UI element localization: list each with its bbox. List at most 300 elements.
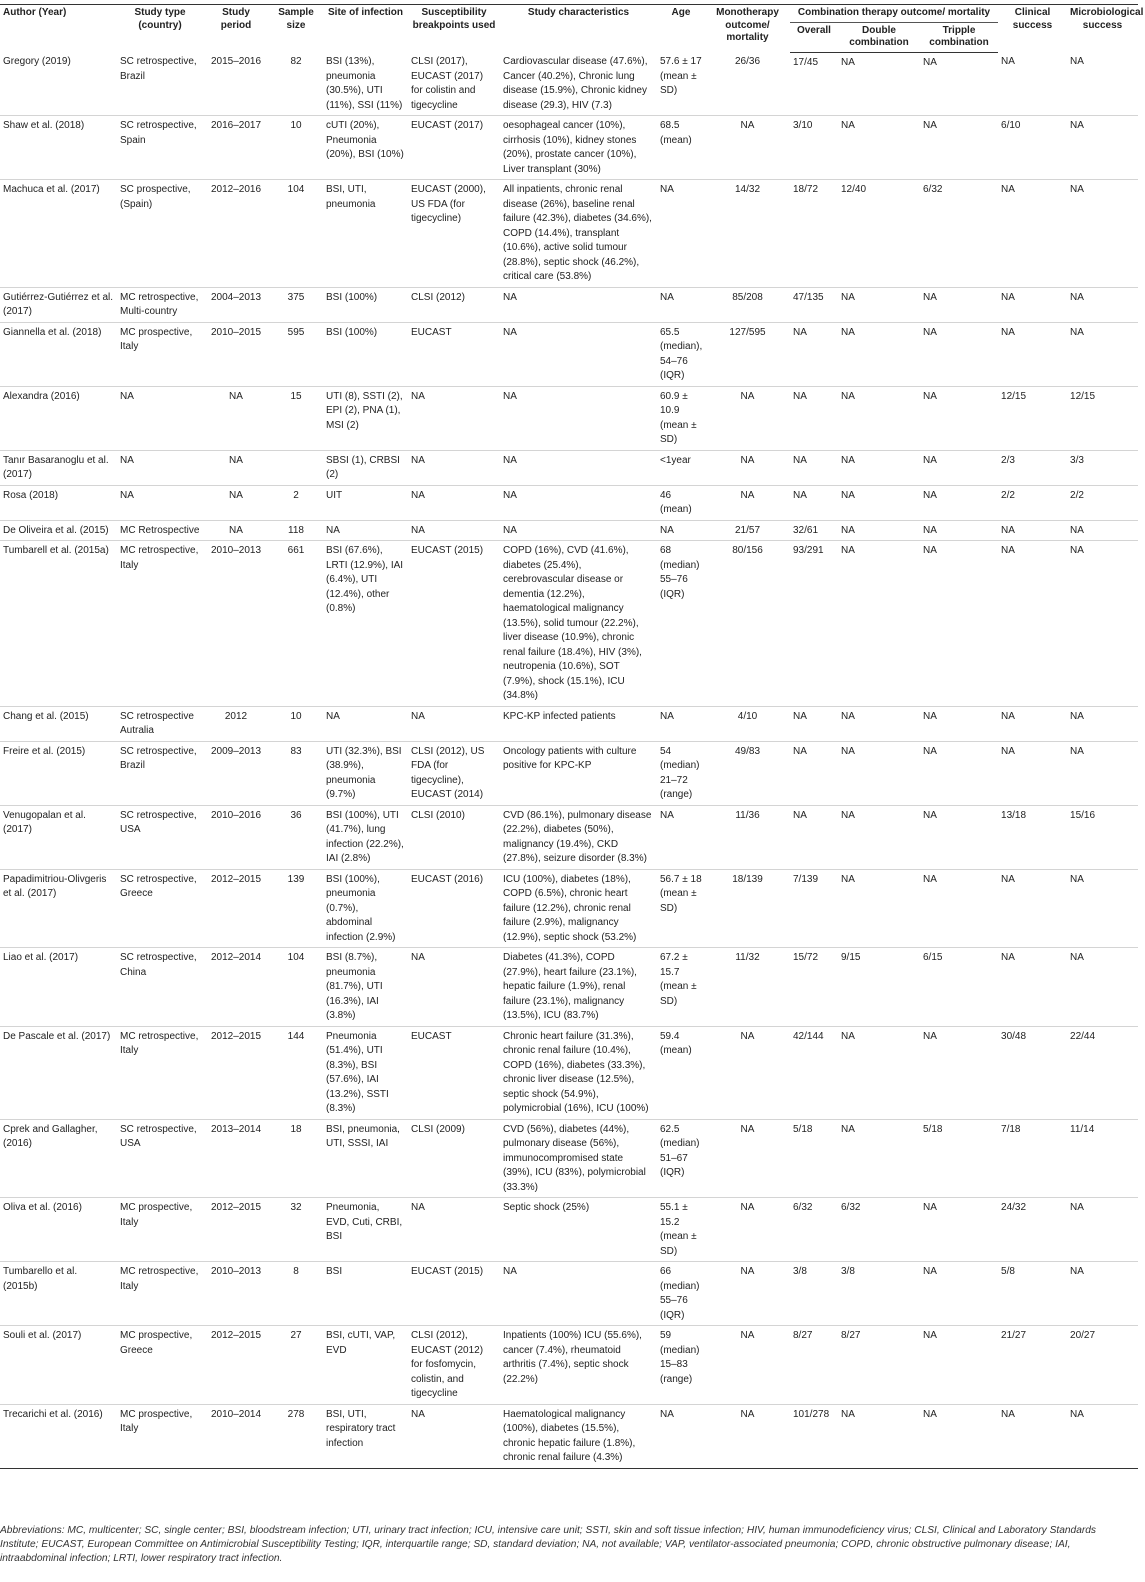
cell-age: <1year <box>657 450 705 485</box>
cell-breakpoints: EUCAST (2015) <box>408 1262 500 1326</box>
cell-triple: 5/18 <box>920 1119 998 1198</box>
cell-author: Giannella et al. (2018) <box>0 322 117 386</box>
cell-breakpoints: NA <box>408 948 500 1027</box>
cell-author: Shaw et al. (2018) <box>0 116 117 180</box>
cell-overall: 18/72 <box>790 180 838 288</box>
cell-study-period: 2012–2014 <box>203 948 269 1027</box>
cell-clinical: NA <box>998 52 1067 116</box>
cell-study-type: SC retrospective, USA <box>117 1119 203 1198</box>
col-author: Author (Year) <box>0 5 117 53</box>
cell-study-type: SC retrospective Autralia <box>117 706 203 741</box>
cell-study-period: 2012–2015 <box>203 1198 269 1262</box>
cell-author: Souli et al. (2017) <box>0 1326 117 1405</box>
cell-clinical: NA <box>998 322 1067 386</box>
cell-clinical: 5/8 <box>998 1262 1067 1326</box>
cell-double: NA <box>838 485 920 520</box>
cell-age: 60.9 ± 10.9 (mean ± SD) <box>657 386 705 450</box>
cell-breakpoints: CLSI (2017), EUCAST (2017) for colistin and tigecycline <box>408 52 500 116</box>
cell-site: BSI (100%), UTI (41.7%), lung infection (22.2%), IAI (2.8%) <box>323 805 408 869</box>
cell-study-period: 2010–2013 <box>203 1262 269 1326</box>
cell-author: Tanır Basaranoglu et al. (2017) <box>0 450 117 485</box>
cell-sample-size: 15 <box>269 386 323 450</box>
cell-breakpoints: EUCAST <box>408 322 500 386</box>
cell-age: 54 (median) 21–72 (range) <box>657 741 705 805</box>
cell-clinical: 2/3 <box>998 450 1067 485</box>
cell-site: BSI (100%) <box>323 287 408 322</box>
cell-sample-size: 36 <box>269 805 323 869</box>
cell-author: Tumbarell et al. (2015a) <box>0 541 117 707</box>
cell-monotherapy: NA <box>705 1026 790 1119</box>
table-row <box>0 450 1138 485</box>
table-row <box>0 741 1138 805</box>
cell-overall: NA <box>790 322 838 386</box>
cell-overall: 6/32 <box>790 1198 838 1262</box>
cell-study-type: MC Retrospective <box>117 520 203 541</box>
cell-study-type: SC retrospective, USA <box>117 805 203 869</box>
cell-clinical: NA <box>998 741 1067 805</box>
cell-micro: NA <box>1067 180 1138 288</box>
cell-overall: NA <box>790 386 838 450</box>
cell-characteristics: NA <box>500 1262 657 1326</box>
cell-sample-size: 82 <box>269 52 323 116</box>
cell-micro: NA <box>1067 1404 1138 1468</box>
table-row <box>0 869 1138 948</box>
col-site: Site of infection <box>323 5 408 53</box>
col-double: Double combination <box>838 22 920 52</box>
cell-triple: NA <box>920 1404 998 1468</box>
cell-study-type: MC retrospective, Italy <box>117 541 203 707</box>
table-row <box>0 322 1138 386</box>
cell-monotherapy: 11/36 <box>705 805 790 869</box>
cell-site: BSI, UTI, pneumonia <box>323 180 408 288</box>
cell-author: Freire et al. (2015) <box>0 741 117 805</box>
cell-age: 68 (median) 55–76 (IQR) <box>657 541 705 707</box>
cell-study-period: 2010–2013 <box>203 541 269 707</box>
table-row <box>0 805 1138 869</box>
cell-clinical: 7/18 <box>998 1119 1067 1198</box>
cell-study-period: NA <box>203 485 269 520</box>
cell-double: NA <box>838 541 920 707</box>
cell-site: BSI, cUTI, VAP, EVD <box>323 1326 408 1405</box>
cell-study-period: 2004–2013 <box>203 287 269 322</box>
cell-sample-size: 27 <box>269 1326 323 1405</box>
cell-triple: NA <box>920 485 998 520</box>
cell-sample-size: 8 <box>269 1262 323 1326</box>
cell-author: Cprek and Gallagher, (2016) <box>0 1119 117 1198</box>
cell-clinical: NA <box>998 948 1067 1027</box>
cell-clinical: NA <box>998 706 1067 741</box>
cell-micro: NA <box>1067 1262 1138 1326</box>
cell-study-period: 2010–2015 <box>203 322 269 386</box>
cell-monotherapy: 21/57 <box>705 520 790 541</box>
cell-breakpoints: EUCAST (2016) <box>408 869 500 948</box>
cell-breakpoints: EUCAST <box>408 1026 500 1119</box>
cell-micro: 11/14 <box>1067 1119 1138 1198</box>
cell-double: NA <box>838 1404 920 1468</box>
cell-age: 57.6 ± 17 (mean ± SD) <box>657 52 705 116</box>
cell-site: NA <box>323 706 408 741</box>
cell-double: NA <box>838 741 920 805</box>
cell-breakpoints: CLSI (2010) <box>408 805 500 869</box>
cell-triple: NA <box>920 706 998 741</box>
col-age: Age <box>657 5 705 53</box>
cell-age: NA <box>657 706 705 741</box>
cell-breakpoints: NA <box>408 520 500 541</box>
table-row <box>0 1198 1138 1262</box>
cell-clinical: NA <box>998 1404 1067 1468</box>
cell-clinical: NA <box>998 287 1067 322</box>
cell-characteristics: NA <box>500 322 657 386</box>
col-clinical: Clinical success <box>998 5 1067 53</box>
cell-monotherapy: NA <box>705 116 790 180</box>
cell-triple: NA <box>920 322 998 386</box>
abbreviations-footnote: Abbreviations: MC, multicenter; SC, single center; BSI, bloodstream infection; UTI, urinary tract infection; ICU, intensive care unit; SSTI, skin and soft tissue infection; HIV, human immunodeficiency virus; CLSI, Clinical and Laboratory Standards Institute; EUCAST, European Committee on Antimicrobial Susceptibility Testing; IQR, interquartile range; SD, standard deviation; NA, not available; VAP, ventilator-associated pneumonia; COPD, chronic obstructive pulmonary disease; IAI, intraabdominal infection; LRTI, lower respiratory tract infection. <box>0 1525 1097 1564</box>
cell-double: NA <box>838 1119 920 1198</box>
cell-monotherapy: NA <box>705 1119 790 1198</box>
cell-double: 3/8 <box>838 1262 920 1326</box>
col-study-type: Study type (country) <box>117 5 203 53</box>
cell-double: NA <box>838 869 920 948</box>
cell-triple: NA <box>920 1326 998 1405</box>
cell-clinical: 30/48 <box>998 1026 1067 1119</box>
cell-study-type: MC retrospective, Italy <box>117 1026 203 1119</box>
cell-study-type: MC prospective, Greece <box>117 1326 203 1405</box>
cell-monotherapy: NA <box>705 485 790 520</box>
cell-breakpoints: EUCAST (2000), US FDA (for tigecycline) <box>408 180 500 288</box>
cell-characteristics: NA <box>500 450 657 485</box>
cell-double: 8/27 <box>838 1326 920 1405</box>
cell-sample-size: 144 <box>269 1026 323 1119</box>
cell-sample-size: 661 <box>269 541 323 707</box>
table-row <box>0 520 1138 541</box>
cell-author: Rosa (2018) <box>0 485 117 520</box>
cell-clinical: NA <box>998 180 1067 288</box>
cell-sample-size: 278 <box>269 1404 323 1468</box>
cell-site: UTI (8), SSTI (2), EPI (2), PNA (1), MSI (2) <box>323 386 408 450</box>
cell-site: SBSI (1), CRBSI (2) <box>323 450 408 485</box>
cell-triple: NA <box>920 1198 998 1262</box>
table-row <box>0 706 1138 741</box>
cell-site: BSI (8.7%), pneumonia (81.7%), UTI (16.3%), IAI (3.8%) <box>323 948 408 1027</box>
cell-site: Pneumonia, EVD, Cuti, CRBI, BSI <box>323 1198 408 1262</box>
cell-study-type: MC retrospective, Multi-country <box>117 287 203 322</box>
cell-study-period: 2012–2016 <box>203 180 269 288</box>
cell-breakpoints: NA <box>408 706 500 741</box>
cell-characteristics: CVD (56%), diabetes (44%), pulmonary disease (56%), immunocompromised state (39%), ICU (83%), polymicrobial (33.3%) <box>500 1119 657 1198</box>
cell-double: NA <box>838 322 920 386</box>
cell-site: BSI (13%), pneumonia (30.5%), UTI (11%), SSI (11%) <box>323 52 408 116</box>
cell-characteristics: KPC-KP infected patients <box>500 706 657 741</box>
cell-characteristics: Inpatients (100%) ICU (55.6%), cancer (7.4%), rheumatoid arthritis (7.4%), septic shock (22.2%) <box>500 1326 657 1405</box>
cell-triple: NA <box>920 869 998 948</box>
cell-breakpoints: NA <box>408 1404 500 1468</box>
col-study-period: Study period <box>203 5 269 53</box>
cell-sample-size: 139 <box>269 869 323 948</box>
cell-double: NA <box>838 287 920 322</box>
cell-monotherapy: NA <box>705 1262 790 1326</box>
cell-monotherapy: NA <box>705 386 790 450</box>
cell-overall: 101/278 <box>790 1404 838 1468</box>
cell-sample-size: 104 <box>269 180 323 288</box>
cell-age: 56.7 ± 18 (mean ± SD) <box>657 869 705 948</box>
cell-triple: NA <box>920 1262 998 1326</box>
cell-breakpoints: NA <box>408 386 500 450</box>
table-row <box>0 1119 1138 1198</box>
cell-study-period: 2012 <box>203 706 269 741</box>
table-row <box>0 287 1138 322</box>
cell-age: 55.1 ± 15.2 (mean ± SD) <box>657 1198 705 1262</box>
cell-double: 6/32 <box>838 1198 920 1262</box>
cell-micro: NA <box>1067 52 1138 116</box>
table-row <box>0 386 1138 450</box>
cell-triple: NA <box>920 741 998 805</box>
cell-monotherapy: NA <box>705 1198 790 1262</box>
cell-author: Gregory (2019) <box>0 52 117 116</box>
cell-characteristics: oesophageal cancer (10%), cirrhosis (10%), kidney stones (20%), prostate cancer (10%), Liver transplant (30%) <box>500 116 657 180</box>
cell-author: Gutiérrez-Gutiérrez et al. (2017) <box>0 287 117 322</box>
table-row <box>0 180 1138 288</box>
cell-author: Trecarichi et al. (2016) <box>0 1404 117 1468</box>
cell-study-type: NA <box>117 450 203 485</box>
cell-breakpoints: NA <box>408 485 500 520</box>
cell-characteristics: Septic shock (25%) <box>500 1198 657 1262</box>
cell-site: Pneumonia (51.4%), UTI (8.3%), BSI (57.6%), IAI (13.2%), SSTI (8.3%) <box>323 1026 408 1119</box>
cell-sample-size: 595 <box>269 322 323 386</box>
cell-study-period: NA <box>203 520 269 541</box>
cell-age: 66 (median) 55–76 (IQR) <box>657 1262 705 1326</box>
cell-clinical: 24/32 <box>998 1198 1067 1262</box>
cell-age: 59.4 (mean) <box>657 1026 705 1119</box>
cell-clinical: NA <box>998 869 1067 948</box>
cell-double: NA <box>838 116 920 180</box>
cell-overall: 3/8 <box>790 1262 838 1326</box>
cell-study-period: 2009–2013 <box>203 741 269 805</box>
cell-monotherapy: 14/32 <box>705 180 790 288</box>
cell-study-type: SC retrospective, Greece <box>117 869 203 948</box>
cell-monotherapy: 4/10 <box>705 706 790 741</box>
table-row <box>0 1404 1138 1468</box>
cell-micro: 3/3 <box>1067 450 1138 485</box>
cell-clinical: NA <box>998 541 1067 707</box>
cell-study-period: NA <box>203 386 269 450</box>
cell-study-period: 2010–2016 <box>203 805 269 869</box>
cell-double: 9/15 <box>838 948 920 1027</box>
cell-overall: 93/291 <box>790 541 838 707</box>
cell-site: UIT <box>323 485 408 520</box>
cell-age: 67.2 ± 15.7 (mean ± SD) <box>657 948 705 1027</box>
cell-clinical: 12/15 <box>998 386 1067 450</box>
cell-double: NA <box>838 1026 920 1119</box>
cell-monotherapy: 26/36 <box>705 52 790 116</box>
cell-micro: NA <box>1067 1198 1138 1262</box>
cell-characteristics: Oncology patients with culture positive for KPC-KP <box>500 741 657 805</box>
cell-age: NA <box>657 287 705 322</box>
cell-clinical: 21/27 <box>998 1326 1067 1405</box>
cell-author: De Oliveira et al. (2015) <box>0 520 117 541</box>
cell-overall: 42/144 <box>790 1026 838 1119</box>
cell-overall: 5/18 <box>790 1119 838 1198</box>
cell-study-type: SC retrospective, Spain <box>117 116 203 180</box>
cell-sample-size: 10 <box>269 706 323 741</box>
cell-triple: NA <box>920 520 998 541</box>
cell-monotherapy: NA <box>705 1404 790 1468</box>
cell-author: Tumbarello et al. (2015b) <box>0 1262 117 1326</box>
cell-characteristics: Diabetes (41.3%), COPD (27.9%), heart failure (23.1%), hepatic failure (1.9%), renal failure (23.1%), malignancy (13.5%), ICU (83.7%) <box>500 948 657 1027</box>
cell-overall: NA <box>790 706 838 741</box>
cell-double: NA <box>838 386 920 450</box>
cell-clinical: 6/10 <box>998 116 1067 180</box>
cell-age: NA <box>657 520 705 541</box>
cell-author: Chang et al. (2015) <box>0 706 117 741</box>
cell-micro: NA <box>1067 706 1138 741</box>
cell-micro: 12/15 <box>1067 386 1138 450</box>
cell-triple: NA <box>920 805 998 869</box>
cell-overall: 47/135 <box>790 287 838 322</box>
cell-overall: 17/45 <box>790 52 838 116</box>
cell-breakpoints: CLSI (2012), US FDA (for tigecycline), EUCAST (2014) <box>408 741 500 805</box>
cell-micro: NA <box>1067 741 1138 805</box>
cell-monotherapy: 49/83 <box>705 741 790 805</box>
cell-study-type: NA <box>117 386 203 450</box>
cell-monotherapy: NA <box>705 450 790 485</box>
cell-study-type: MC retrospective, Italy <box>117 1262 203 1326</box>
cell-characteristics: ICU (100%), diabetes (18%), COPD (6.5%), chronic heart failure (12.2%), chronic renal failure (2.9%), malignancy (12.9%), septic shock (53.2%) <box>500 869 657 948</box>
cell-breakpoints: CLSI (2012) <box>408 287 500 322</box>
table-row <box>0 1262 1138 1326</box>
cell-sample-size: 375 <box>269 287 323 322</box>
cell-sample-size: 32 <box>269 1198 323 1262</box>
cell-age: NA <box>657 180 705 288</box>
cell-study-type: MC prospective, Italy <box>117 1404 203 1468</box>
cell-monotherapy: NA <box>705 1326 790 1405</box>
cell-double: NA <box>838 520 920 541</box>
col-breakpoints: Susceptibility breakpoints used <box>408 5 500 53</box>
cell-double: 12/40 <box>838 180 920 288</box>
cell-study-type: SC retrospective, Brazil <box>117 52 203 116</box>
cell-clinical: 2/2 <box>998 485 1067 520</box>
cell-age: 65.5 (median), 54–76 (IQR) <box>657 322 705 386</box>
table-row <box>0 116 1138 180</box>
cell-study-period: 2012–2015 <box>203 869 269 948</box>
cell-author: De Pascale et al. (2017) <box>0 1026 117 1119</box>
cell-double: NA <box>838 805 920 869</box>
cell-monotherapy: 127/595 <box>705 322 790 386</box>
cell-age: NA <box>657 1404 705 1468</box>
table-row <box>0 52 1138 116</box>
cell-site: BSI, pneumonia, UTI, SSSI, IAI <box>323 1119 408 1198</box>
cell-monotherapy: 85/208 <box>705 287 790 322</box>
cell-age: 59 (median) 15–83 (range) <box>657 1326 705 1405</box>
cell-age: 68.5 (mean) <box>657 116 705 180</box>
cell-site: BSI (100%), pneumonia (0.7%), abdominal infection (2.9%) <box>323 869 408 948</box>
cell-study-type: MC prospective, Italy <box>117 322 203 386</box>
cell-study-period: 2012–2015 <box>203 1326 269 1405</box>
cell-author: Liao et al. (2017) <box>0 948 117 1027</box>
cell-clinical: 13/18 <box>998 805 1067 869</box>
cell-monotherapy: 11/32 <box>705 948 790 1027</box>
cell-site: UTI (32.3%), BSI (38.9%), pneumonia (9.7%) <box>323 741 408 805</box>
cell-triple: 6/32 <box>920 180 998 288</box>
cell-sample-size: 83 <box>269 741 323 805</box>
cell-micro: NA <box>1067 116 1138 180</box>
cell-triple: NA <box>920 450 998 485</box>
cell-site: BSI (100%) <box>323 322 408 386</box>
col-sample-size: Sample size <box>269 5 323 53</box>
cell-age: NA <box>657 805 705 869</box>
cell-study-period: 2010–2014 <box>203 1404 269 1468</box>
cell-author: Oliva et al. (2016) <box>0 1198 117 1262</box>
cell-monotherapy: 80/156 <box>705 541 790 707</box>
cell-micro: NA <box>1067 322 1138 386</box>
cell-characteristics: Chronic heart failure (31.3%), chronic renal failure (10.4%), COPD (16%), diabetes (33.3%), chronic liver disease (12.5%), septic shock (54.9%), polymicrobial (16%), ICU (100%) <box>500 1026 657 1119</box>
cell-micro: 2/2 <box>1067 485 1138 520</box>
cell-study-period: 2013–2014 <box>203 1119 269 1198</box>
cell-breakpoints: EUCAST (2015) <box>408 541 500 707</box>
cell-age: 62.5 (median) 51–67 (IQR) <box>657 1119 705 1198</box>
cell-characteristics: NA <box>500 485 657 520</box>
cell-study-period: 2012–2015 <box>203 1026 269 1119</box>
cell-triple: NA <box>920 52 998 116</box>
cell-breakpoints: NA <box>408 450 500 485</box>
col-monotherapy: Monotherapy outcome/ mortality <box>705 5 790 53</box>
cell-overall: 15/72 <box>790 948 838 1027</box>
cell-overall: NA <box>790 450 838 485</box>
cell-monotherapy: 18/139 <box>705 869 790 948</box>
table-header <box>0 5 1144 53</box>
cell-characteristics: Haematological malignancy (100%), diabetes (15.5%), chronic hepatic failure (1.8%), chronic renal failure (4.3%) <box>500 1404 657 1468</box>
cell-double: NA <box>838 450 920 485</box>
cell-overall: 7/139 <box>790 869 838 948</box>
table-row <box>0 1326 1138 1405</box>
cell-study-period: 2016–2017 <box>203 116 269 180</box>
cell-site: BSI (67.6%), LRTI (12.9%), IAI (6.4%), UTI (12.4%), other (0.8%) <box>323 541 408 707</box>
cell-characteristics: CVD (86.1%), pulmonary disease (22.2%), diabetes (50%), malignancy (19.4%), CKD (27.8%), seizure disorder (8.3%) <box>500 805 657 869</box>
cell-overall: NA <box>790 485 838 520</box>
cell-sample-size <box>269 450 323 485</box>
col-combination: Combination therapy outcome/ mortality <box>790 5 998 23</box>
table-row <box>0 541 1138 707</box>
cell-study-type: SC prospective, (Spain) <box>117 180 203 288</box>
cell-overall: NA <box>790 805 838 869</box>
cell-site: cUTI (20%), Pneumonia (20%), BSI (10%) <box>323 116 408 180</box>
cell-characteristics: Cardiovascular disease (47.6%), Cancer (40.2%), Chronic lung disease (15.9%), Chronic kidney disease (29.3), HIV (7.3) <box>500 52 657 116</box>
cell-micro: 20/27 <box>1067 1326 1138 1405</box>
cell-double: NA <box>838 706 920 741</box>
cell-triple: NA <box>920 386 998 450</box>
cell-breakpoints: NA <box>408 1198 500 1262</box>
cell-overall: NA <box>790 741 838 805</box>
cell-study-period: NA <box>203 450 269 485</box>
cell-study-type: MC prospective, Italy <box>117 1198 203 1262</box>
cell-age: 46 (mean) <box>657 485 705 520</box>
cell-author: Papadimitriou-Olivgeris et al. (2017) <box>0 869 117 948</box>
table-row <box>0 485 1138 520</box>
cell-micro: NA <box>1067 541 1138 707</box>
cell-site: BSI, UTI, respiratory tract infection <box>323 1404 408 1468</box>
cell-breakpoints: CLSI (2009) <box>408 1119 500 1198</box>
cell-author: Venugopalan et al. (2017) <box>0 805 117 869</box>
cell-sample-size: 10 <box>269 116 323 180</box>
cell-characteristics: NA <box>500 520 657 541</box>
cell-micro: 22/44 <box>1067 1026 1138 1119</box>
cell-breakpoints: EUCAST (2017) <box>408 116 500 180</box>
cell-overall: 8/27 <box>790 1326 838 1405</box>
cell-study-type: SC retrospective, Brazil <box>117 741 203 805</box>
cell-study-type: NA <box>117 485 203 520</box>
table-row <box>0 1026 1138 1119</box>
col-triple: Tripple combination <box>920 22 998 52</box>
cell-micro: NA <box>1067 287 1138 322</box>
